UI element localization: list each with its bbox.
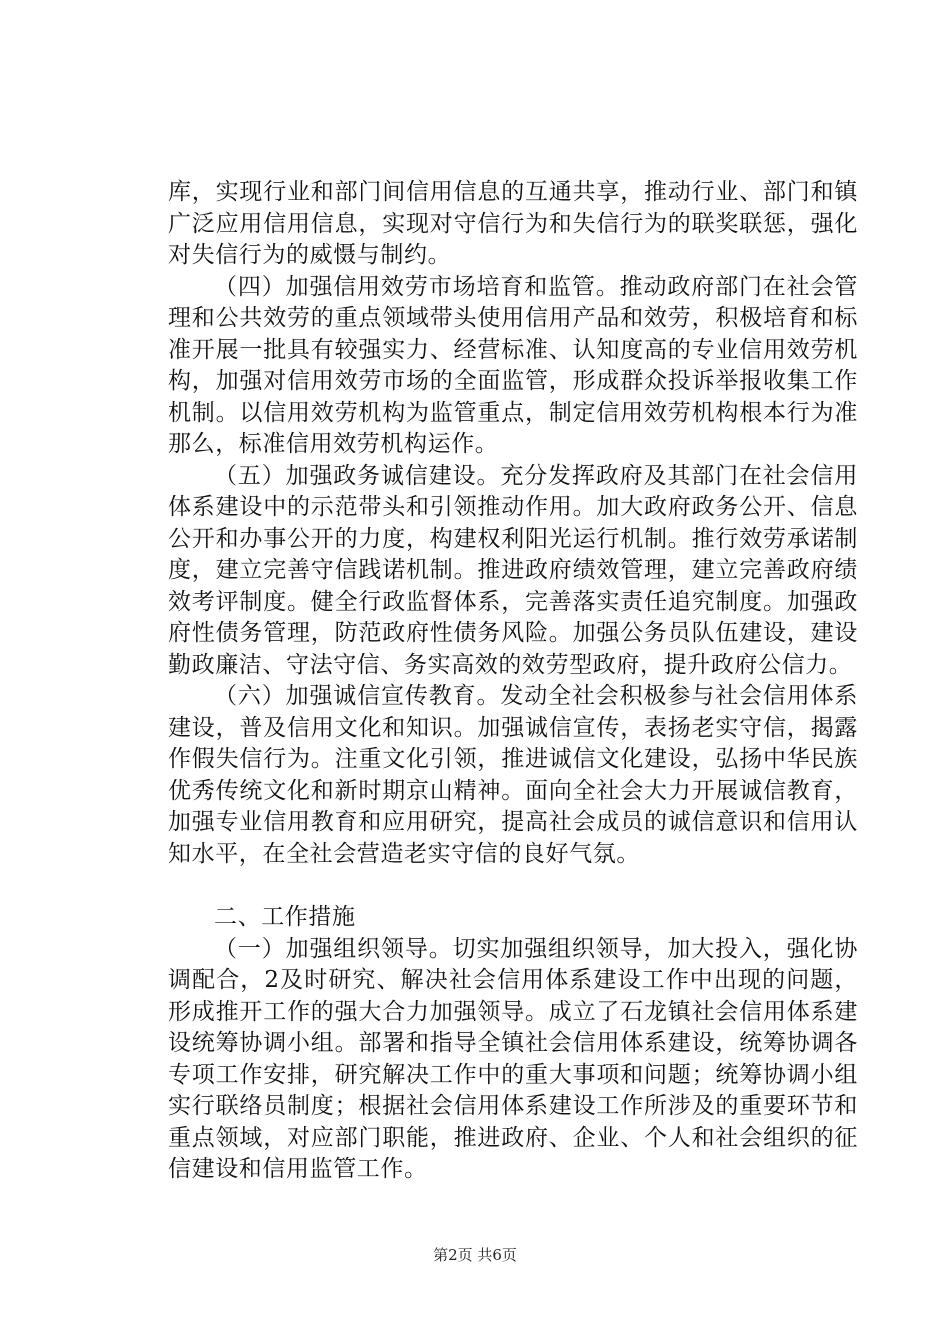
page-footer: 第2页 共6页 (433, 1246, 517, 1264)
paragraph-measure-1: （一）加强组织领导。切实加强组织领导，加大投入，强化协调配合，2及时研究、解决社会信用体系建设工作中出现的问题，形成推开工作的强大合力加强领导。成立了石龙镇社会信用体系建设统筹协调小组。部署和指导全镇社会信用体系建设，统筹协调各专项工作安排，研究解决工作中的重大事项和问题；统筹协调小组实行联络员制度；根据社会信用体系建设工作所涉及的重要环节和重点领域，对应部门职能，推进政府、企业、个人和社会组织的征信建设和信用监管工作。 (168, 935, 858, 1182)
paragraph-continued: 库，实现行业和部门间信用信息的互通共享，推动行业、部门和镇广泛应用信用信息，实现对守信行为和失信行为的联奖联惩，强化对失信行为的威慑与制约。 (168, 179, 858, 268)
paragraph-item-5: （五）加强政务诚信建设。充分发挥政府及其部门在社会信用体系建设中的示范带头和引领推动作用。加大政府政务公开、信息公开和办事公开的力度，构建权利阳光运行机制。推行效劳承诺制度，建立完善守信践诺机制。推进政府绩效管理，建立完善政府绩效考评制度。健全行政监督体系，完善落实责任追究制度。加强政府性债务管理，防范政府性债务风险。加强公务员队伍建设，建设勤政廉洁、守法守信、务实高效的效劳型政府，提升政府公信力。 (168, 462, 858, 678)
paragraph-item-4: （四）加强信用效劳市场培育和监管。推动政府部门在社会管理和公共效劳的重点领域带头使用信用产品和效劳，积极培育和标准开展一批具有较强实力、经营标准、认知度高的专业信用效劳机构，加强对信用效劳市场的全面监管，形成群众投诉举报收集工作机制。以信用效劳机构为监管重点，制定信用效劳机构根本行为准那么，标准信用效劳机构运作。 (168, 273, 858, 457)
section-heading: 二、工作措施 (214, 904, 356, 930)
paragraph-item-6: （六）加强诚信宣传教育。发动全社会积极参与社会信用体系建设，普及信用文化和知识。加强诚信宣传，表扬老实守信，揭露作假失信行为。注重文化引领，推进诚信文化建设，弘扬中华民族优秀传统文化和新时期京山精神。面向全社会大力开展诚信教育，加强专业信用教育和应用研究，提高社会成员的诚信意识和信用认知水平，在全社会营造老实守信的良好气氛。 (168, 683, 858, 867)
document-body (168, 177, 858, 1186)
